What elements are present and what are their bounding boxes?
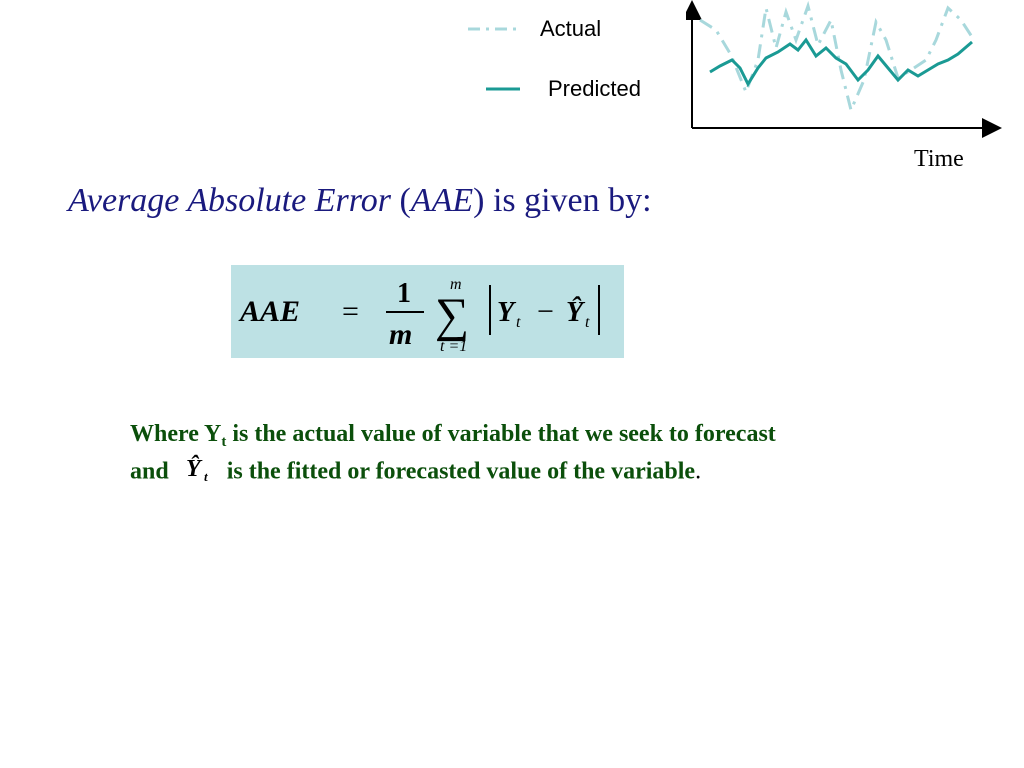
heading-paren-close: ) (473, 182, 485, 219)
heading-tail: is given by: (484, 182, 652, 219)
predicted-series-line (710, 40, 972, 84)
sum-lower-limit: t =1 (440, 338, 468, 355)
yhat-glyph (183, 451, 217, 485)
formula-term-y: Y (497, 297, 515, 328)
sum-sigma: ∑ (435, 289, 470, 342)
formula-lhs: AAE (240, 295, 301, 328)
variable-definition-note (130, 417, 820, 495)
formula-equals: = (342, 295, 359, 328)
actual-vs-predicted-illustration (686, 0, 1004, 140)
heading-paren-open: ( (390, 182, 411, 219)
aae-formula (231, 265, 624, 358)
formula-minus: − (537, 295, 554, 328)
legend-swatch-predicted (460, 77, 520, 101)
section-heading (68, 182, 652, 220)
legend-label-predicted: Predicted (548, 76, 641, 101)
legend-swatch-actual (460, 17, 520, 41)
legend-label-actual: Actual (540, 16, 602, 41)
note-part-1: Where Y (130, 421, 222, 447)
note-part-2: is the actual value of variable that we seek to forecast and (130, 421, 776, 485)
heading-abbr: AAE (410, 182, 474, 219)
formula-term-y-sub: t (516, 314, 521, 331)
sum-upper-limit: m (450, 276, 462, 293)
note-sub-t: t (221, 434, 227, 450)
legend-item-actual (460, 16, 601, 42)
formula-term-yhat-sub: t (585, 314, 590, 331)
inline-yhat-symbol (183, 451, 217, 495)
formula-denominator: m (389, 318, 413, 351)
formula-numerator: 1 (397, 278, 411, 309)
note-period: . (695, 458, 702, 485)
formula-term-yhat: Ŷ (566, 297, 584, 328)
legend-item-predicted (460, 76, 641, 102)
note-part-3: is the fitted or forecasted value of the variable (226, 458, 696, 485)
heading-term: Average Absolute Error (68, 182, 391, 219)
chart-legend (460, 8, 680, 108)
formula-box (231, 265, 624, 358)
inline-yhat-letter: Ŷ (185, 456, 201, 482)
chart-x-axis-label: Time (914, 146, 964, 172)
inline-yhat-sub: t (203, 469, 208, 484)
